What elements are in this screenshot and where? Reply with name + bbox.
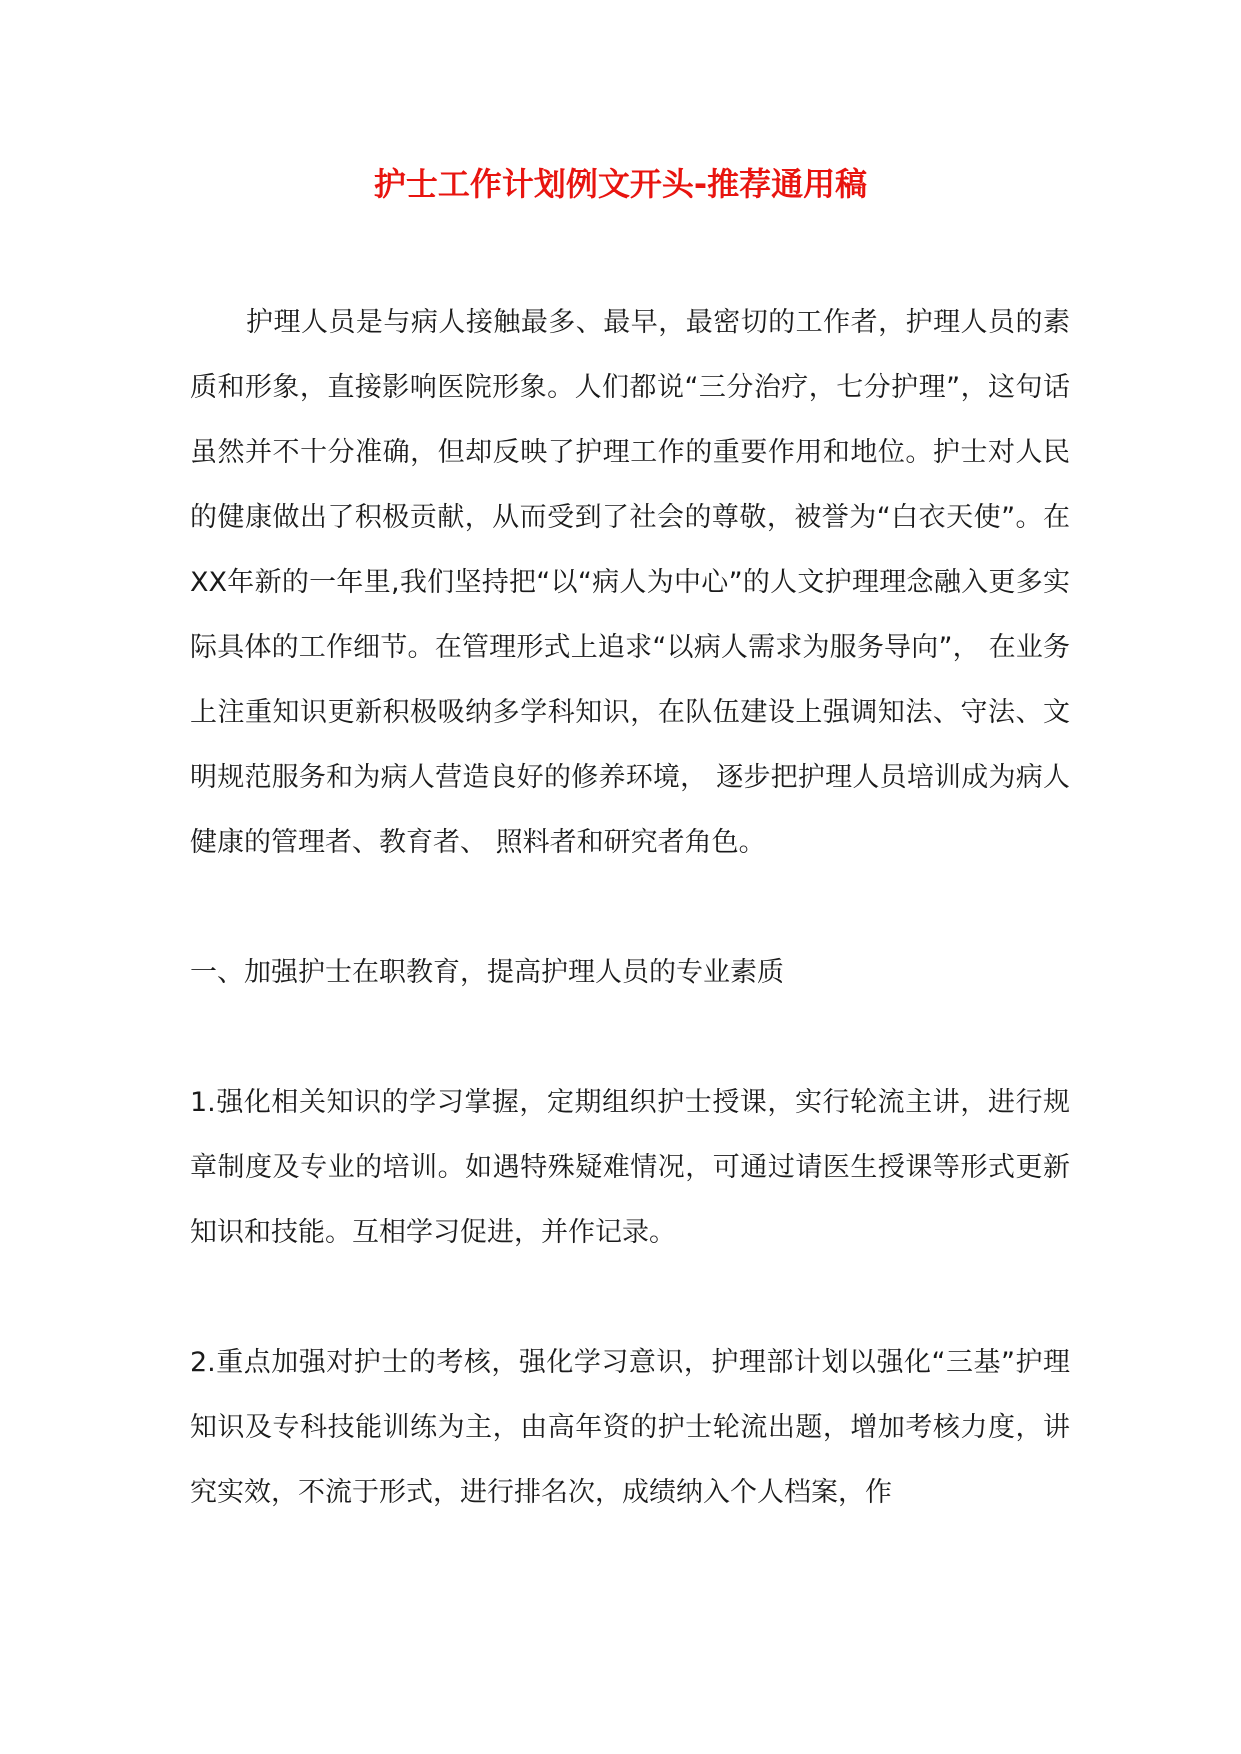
intro-paragraph: 护理人员是与病人接触最多、最早，最密切的工作者，护理人员的素质和形象，直接影响医院形象。人们都说“三分治疗，七分护理”，这句话虽然并不十分准确，但却反映了护理工作的重要作用和地位。护士对人民的健康做出了积极贡献，从而受到了社会的尊敬，被誉为“白衣天使”。在XX年新的一年里,我们坚持把“以“病人为中心”的人文护理理念融入更多实际具体的工作细节。在管理形式上追求“以病人需求为服务导向”， 在业务上注重知识更新积极吸纳多学科知识，在队伍建设上强调知法、守法、文明规范服务和为病人营造良好的修养环境， 逐步把护理人员培训成为病人健康的管理者、教育者、 照料者和研究者角色。 [190, 307, 1070, 858]
list-item-1: 1.强化相关知识的学习掌握，定期组织护士授课，实行轮流主讲，进行规章制度及专业的培训。如遇特殊疑难情况，可通过请医生授课等形式更新知识和技能。互相学习促进，并作记录。 [190, 1087, 1070, 1248]
document-title: 护士工作计划例文开头-推荐通用稿 [373, 165, 868, 203]
section-heading-1: 一、加强护士在职教育，提高护理人员的专业素质 [190, 957, 784, 988]
document-body [190, 290, 1070, 1525]
list-item-2: 2.重点加强对护士的考核，强化学习意识，护理部计划以强化“三基”护理知识及专科技能训练为主，由高年资的护士轮流出题，增加考核力度，讲究实效，不流于形式，进行排名次，成绩纳入个人档案，作 [190, 1347, 1070, 1508]
